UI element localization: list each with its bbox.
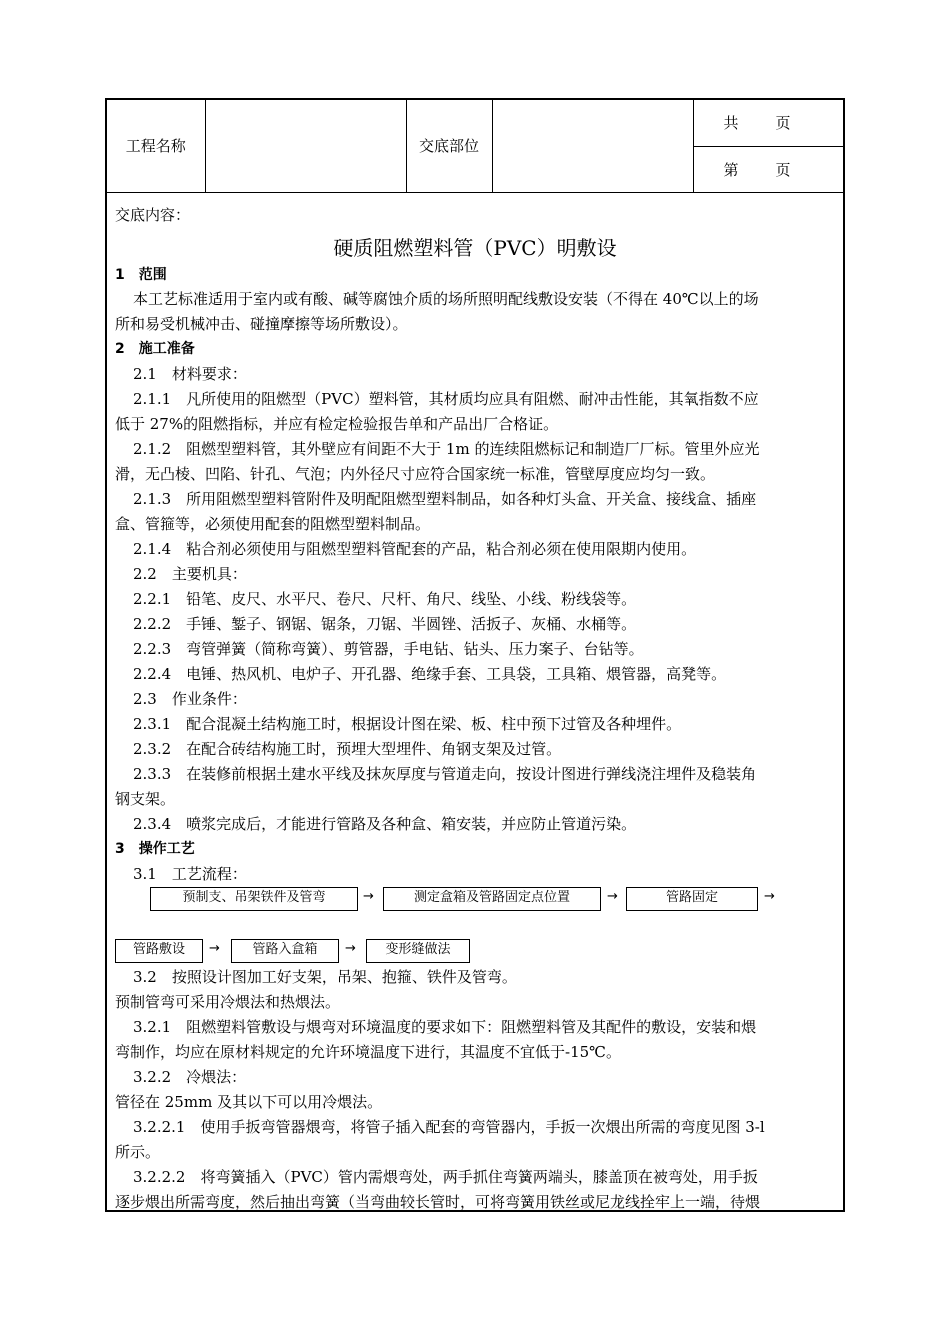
text-line: 逐步煨出所需弯度，然后抽出弯簧（当弯曲较长管时，可将弯簧用铁丝或尼龙线拴牢上一端，待煨 xyxy=(115,1193,761,1211)
text-line: 2.3.3 在装修前根据土建水平线及抹灰厚度与管道走向，按设计图进行弹线浇注埋件及稳装角 xyxy=(133,765,757,783)
text-line: 2.2.3 弯管弹簧（简称弯簧）、剪管器，手电钻、钻头、压力案子、台钻等。 xyxy=(133,640,644,658)
page-label-a: 第 xyxy=(723,160,739,179)
part-label: 交底部位 xyxy=(406,100,492,192)
part-value xyxy=(492,100,693,192)
text-line: 管径在 25mm 及其以下可以用冷煨法。 xyxy=(115,1093,383,1111)
text-line: 2.3.1 配合混凝土结构施工时，根据设计图在梁、板、柱中预下过管及各种埋件。 xyxy=(133,715,682,733)
flow-step-3: 管路固定 xyxy=(626,887,758,911)
text-line: 2.2.4 电锤、热风机、电炉子、开孔器、绝缘手套、工具袋，工具箱、煨管器，高凳等。 xyxy=(133,665,727,683)
text-line: 所和易受机械冲击、碰撞摩擦等场所敷设）。 xyxy=(115,315,408,333)
flow-arrow-icon: → xyxy=(764,889,775,904)
text-line: 2.2.2 手锤、錾子、钢锯、锯条，刀锯、半圆锉、活扳子、灰桶、水桶等。 xyxy=(133,615,637,633)
document-frame xyxy=(105,98,845,1212)
text-line: 钢支架。 xyxy=(115,790,176,808)
header-table xyxy=(107,100,843,193)
section-heading: 2 施工准备 xyxy=(115,341,195,357)
flow-step-6: 变形缝做法 xyxy=(366,939,470,963)
text-line: 2.1.1 凡所使用的阻燃型（PVC）塑料管，其材质均应具有阻燃、耐冲击性能，其氧指数不应 xyxy=(133,390,759,408)
total-pages-cell xyxy=(693,100,843,146)
text-line: 2.1 材料要求： xyxy=(133,365,247,383)
flow-arrow-icon: → xyxy=(209,941,220,956)
total-label-a: 共 xyxy=(723,114,739,133)
section-heading: 3 操作工艺 xyxy=(115,841,195,857)
text-line: 2.2 主要机具： xyxy=(133,565,247,583)
text-line: 3.2.2.2 将弯簧插入（PVC）管内需煨弯处，两手抓住弯簧两端头，膝盖顶在被弯处，用手扳 xyxy=(133,1168,758,1186)
text-line: 盒、管箍等，必须使用配套的阻燃型塑料制品。 xyxy=(115,515,431,533)
text-line: 2.3.4 喷浆完成后，才能进行管路及各种盒、箱安装，并应防止管道污染。 xyxy=(133,815,637,833)
text-line: 2.1.3 所用阻燃型塑料管附件及明配阻燃型塑料制品，如各种灯头盒、开关盒、接线盒、插座 xyxy=(133,490,757,508)
text-line: 2.2.1 铅笔、皮尺、水平尺、卷尺、尺杆、角尺、线坠、小线、粉线袋等。 xyxy=(133,590,637,608)
flow-arrow-icon: → xyxy=(363,889,374,904)
text-line: 2.3 作业条件： xyxy=(133,690,247,708)
text-line: 3.2.1 阻燃塑料管敷设与煨弯对环境温度的要求如下：阻燃塑料管及其配件的敷设，安装和煨 xyxy=(133,1018,757,1036)
text-line: 3.2.2 冷煨法： xyxy=(133,1068,247,1086)
flow-step-1: 预制支、吊架铁件及管弯 xyxy=(150,887,358,911)
flow-step-4: 管路敷设 xyxy=(115,939,203,963)
text-line: 低于 27%的阻燃指标，并应有检定检验报告单和产品出厂合格证。 xyxy=(115,415,559,433)
project-name-label: 工程名称 xyxy=(107,100,205,192)
text-line: 2.1.2 阻燃型塑料管，其外壁应有间距不大于 1m 的连续阻燃标记和制造厂厂标。管里外应光 xyxy=(133,440,760,458)
text-line: 预制管弯可采用冷煨法和热煨法。 xyxy=(115,993,341,1011)
text-line: 2.3.2 在配合砖结构施工时，预埋大型埋件、角钢支架及过管。 xyxy=(133,740,562,758)
content-label: 交底内容： xyxy=(115,206,191,224)
flow-step-2: 测定盒箱及管路固定点位置 xyxy=(383,887,601,911)
page-number-cell xyxy=(693,146,843,192)
text-line: 本工艺标准适用于室内或有酸、碱等腐蚀介质的场所照明配线敷设安装（不得在 40℃以上的场 xyxy=(133,290,759,308)
section-heading: 1 范围 xyxy=(115,267,167,283)
content-body xyxy=(107,192,843,1211)
text-line: 3.1 工艺流程： xyxy=(133,865,247,883)
flow-step-5: 管路入盒箱 xyxy=(231,939,339,963)
flow-arrow-icon: → xyxy=(345,941,356,956)
text-line: 3.2 按照设计图加工好支架，吊架、抱箍、铁件及管弯。 xyxy=(133,968,517,986)
text-line: 弯制作，均应在原材料规定的允许环境温度下进行，其温度不宜低于-15℃。 xyxy=(115,1043,621,1061)
document-title: 硬质阻燃塑料管（PVC）明敷设 xyxy=(333,236,617,260)
total-label-b: 页 xyxy=(775,114,791,133)
text-line: 3.2.2.1 使用手扳弯管器煨弯，将管子插入配套的弯管器内，手扳一次煨出所需的弯度见图 3-l xyxy=(133,1118,765,1136)
text-line: 滑，无凸棱、凹陷、针孔、气泡；内外径尺寸应符合国家统一标准，管壁厚度应均匀一致。 xyxy=(115,465,716,483)
text-line: 所示。 xyxy=(115,1143,161,1161)
page-label-b: 页 xyxy=(775,160,791,179)
text-line: 2.1.4 粘合剂必须使用与阻燃型塑料管配套的产品，粘合剂必须在使用限期内使用。 xyxy=(133,540,697,558)
flow-arrow-icon: → xyxy=(607,889,618,904)
project-name-value xyxy=(205,100,406,192)
